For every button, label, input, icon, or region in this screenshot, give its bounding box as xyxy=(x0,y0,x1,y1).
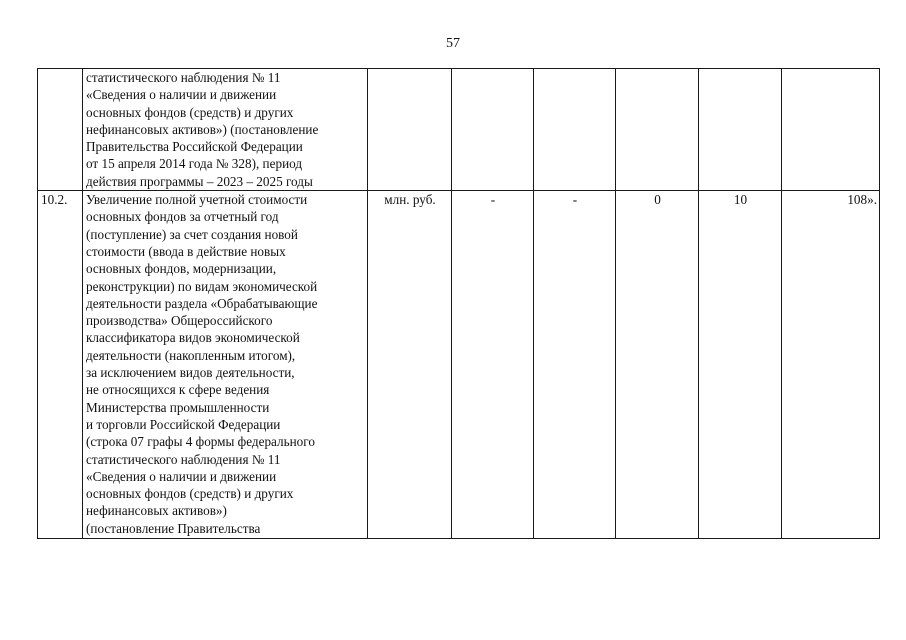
description-line: производства» Общероссийского xyxy=(86,313,273,329)
value-cell xyxy=(699,69,782,191)
description-line: Правительства Российской Федерации xyxy=(86,139,303,155)
description-line: не относящихся к сфере ведения xyxy=(86,382,270,398)
description-line: реконструкции) по видам экономической xyxy=(86,278,318,294)
description-line: (поступление) за счет создания новой xyxy=(86,226,298,242)
value-cell: 0 xyxy=(616,191,699,539)
description-line: Министерства промышленности xyxy=(86,399,270,415)
value-cell: 108». xyxy=(782,191,880,539)
value-cell: - xyxy=(452,191,534,539)
description-line: за исключением видов деятельности, xyxy=(86,365,295,381)
description-line: Увеличение полной учетной стоимости xyxy=(86,192,308,208)
value-cell xyxy=(534,69,616,191)
description-line: стоимости (ввода в действие новых xyxy=(86,243,286,259)
description-line: (строка 07 графы 4 формы федерального xyxy=(86,434,315,450)
description-line: основных фондов за отчетный год xyxy=(86,209,279,225)
description-line: и торговли Российской Федерации xyxy=(86,416,281,432)
description-line: статистического наблюдения № 11 xyxy=(86,70,281,85)
value-cell xyxy=(782,69,880,191)
description-line: от 15 апреля 2014 года № 328), период xyxy=(86,156,303,172)
description-line: деятельности (накопленным итогом), xyxy=(86,347,296,363)
page-number: 57 xyxy=(446,36,460,51)
table-row xyxy=(38,69,880,191)
indicators-table xyxy=(37,68,880,539)
unit-cell: млн. руб. xyxy=(368,191,452,539)
row-number-cell: 10.2. xyxy=(38,191,83,539)
description-cell xyxy=(83,191,368,539)
row-number-cell xyxy=(38,69,83,191)
description-line: классификатора видов экономической xyxy=(86,330,300,346)
description-line: статистического наблюдения № 11 xyxy=(86,451,281,467)
unit-cell xyxy=(368,69,452,191)
description-line: нефинансовых активов») (постановление xyxy=(86,121,319,137)
description-line: «Сведения о наличии и движении xyxy=(86,87,277,103)
description-line: основных фондов (средств) и других xyxy=(86,486,294,502)
description-line: (постановление Правительства xyxy=(86,520,261,536)
description-line: основных фондов (средств) и других xyxy=(86,104,294,120)
value-cell xyxy=(452,69,534,191)
value-cell: - xyxy=(534,191,616,539)
description-line: действия программы – 2023 – 2025 годы xyxy=(86,173,313,189)
description-line: нефинансовых активов») xyxy=(86,503,227,519)
description-cell xyxy=(83,69,368,191)
value-cell: 10 xyxy=(699,191,782,539)
description-line: основных фондов, модернизации, xyxy=(86,261,277,277)
description-line: «Сведения о наличии и движении xyxy=(86,468,277,484)
table-row xyxy=(38,191,880,539)
description-line: деятельности раздела «Обрабатывающие xyxy=(86,295,318,311)
value-cell xyxy=(616,69,699,191)
